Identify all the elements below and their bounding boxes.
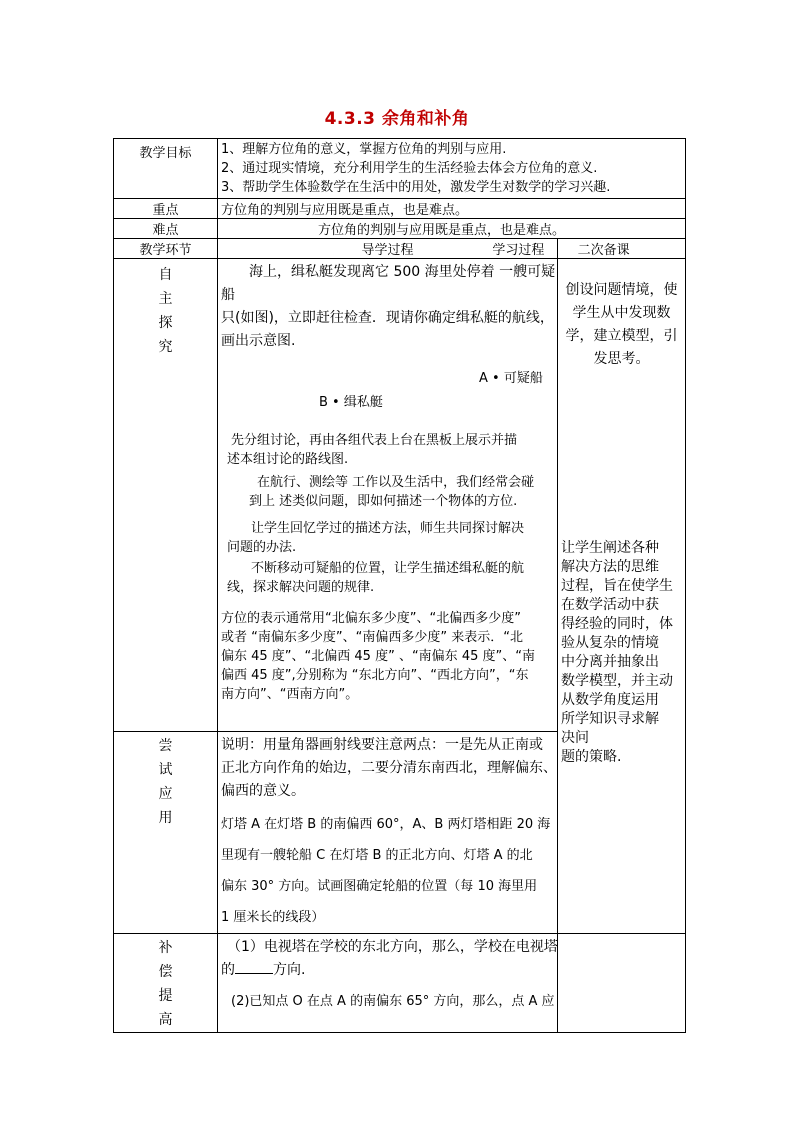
improve-char: 提 <box>158 988 173 1004</box>
apply-char: 应 <box>158 786 173 802</box>
text-line: 从数学角度运用 <box>561 692 659 708</box>
key-text: 方位角的判别与应用既是重点，也是难点。 <box>218 199 686 219</box>
text-line: 在数学活动中获 <box>561 597 659 613</box>
answer-blank[interactable] <box>235 959 273 974</box>
goal-item: 3、帮助学生体验数学在生活中的用处，激发学生对数学的学习兴趣. <box>221 180 611 195</box>
text-line: 验从复杂的情境 <box>561 635 659 651</box>
text-line: 数学模型，并主动 <box>561 673 673 689</box>
key-label: 重点 <box>114 199 218 219</box>
text-line: 述本组讨论的路线图. <box>227 452 349 467</box>
text-line: 偏西的意义。 <box>221 783 305 799</box>
header-learning: 学习过程 <box>492 243 545 258</box>
explore-para5 <box>221 559 554 597</box>
text-line: 先分组讨论，再由各组代表上台在黑板上展示并描 <box>231 433 518 448</box>
point-a-label: A • 可疑船 <box>479 371 543 386</box>
goal-item: 1、理解方位角的意义，掌握方位角的判别与应用. <box>221 142 507 157</box>
text-line: 船 <box>221 287 235 303</box>
apply-char: 试 <box>158 762 173 778</box>
goals-row <box>114 139 686 199</box>
explore-para4 <box>221 519 554 557</box>
text-line: 说明：用量角器画射线要注意两点：一是先从正南或 <box>221 737 543 753</box>
text-line: 灯塔 A 在灯塔 B 的南偏西 60°，A、B 两灯塔相距 20 海 <box>221 817 551 832</box>
explore-content <box>218 259 558 732</box>
text-line: 发思考。 <box>593 351 650 367</box>
improve-q2 <box>221 992 554 1011</box>
text-line: 让学生回忆学过的描述方法，师生共同探讨解决 <box>251 521 525 536</box>
document-title: 4.3.3 余角和补角 <box>324 109 470 129</box>
text-line: 偏西 45 度”,分别称为 “东北方向”、“西北方向”，“东 <box>221 668 529 683</box>
note2 <box>561 539 682 767</box>
lesson-plan-table <box>113 138 686 1033</box>
q1-prefix: 的 <box>221 962 235 978</box>
apply-char: 用 <box>158 810 173 826</box>
text-line: 在航行、测绘等 工作以及生活中，我们经常会碰 <box>257 475 535 490</box>
apply-char: 尝 <box>158 738 173 754</box>
header-second-prep: 二次备课 <box>577 243 630 258</box>
text-line: 决问 <box>561 730 589 746</box>
text-line: 海上，缉私艇发现离它 500 海里处停着 一艘可疑 <box>249 264 556 280</box>
text-line: 问题的办法. <box>227 540 297 555</box>
explore-row <box>114 259 686 732</box>
improve-row <box>114 934 686 1033</box>
key-row <box>114 199 686 219</box>
text-line: 所学知识寻求解 <box>561 711 659 727</box>
text-line: 得经验的同时，体 <box>561 616 673 632</box>
text-line: 到上 述类似问题，即如何描述一个物体的方位. <box>249 494 518 509</box>
text-line: 学，建立模型，引 <box>565 328 678 344</box>
apply-content <box>218 732 558 934</box>
explore-char: 自 <box>158 267 173 283</box>
point-b-label: B • 缉私艇 <box>319 395 383 410</box>
text-line: （1）电视塔在学校的东北方向，那么，学校在电视塔 <box>227 939 558 955</box>
text-line: 或者 “南偏东多少度”、“南偏西多少度” 来表示．“北 <box>221 630 523 645</box>
apply-para1 <box>221 734 557 803</box>
header-row <box>114 239 686 259</box>
explore-label <box>114 259 218 732</box>
text-line: 中分离并抽象出 <box>561 654 659 670</box>
text-line: 只(如图)，立即赶往检查．现请你确定缉私艇的航线， <box>221 310 554 326</box>
explore-para6 <box>221 609 554 704</box>
text-line: 创设问题情境，使 <box>565 282 678 298</box>
improve-char: 补 <box>158 940 173 956</box>
ship-diagram <box>221 353 554 423</box>
header-process: 导学过程 <box>218 239 558 259</box>
text-line: 偏东 30° 方向。试画图确定轮船的位置（每 10 海里用 <box>221 879 538 894</box>
explore-para1 <box>221 261 554 353</box>
improve-content <box>218 934 558 1033</box>
goals-content <box>218 139 686 199</box>
improve-notes <box>558 934 686 1033</box>
improve-label <box>114 934 218 1033</box>
second-prep-notes <box>558 259 686 934</box>
text-line: 线，探求解决问题的规律. <box>227 580 375 595</box>
explore-char: 究 <box>158 339 173 355</box>
text-line: (2)已知点 O 在点 A 的南偏东 65° 方向，那么，点 A 应 <box>231 994 555 1009</box>
difficulty-row <box>114 219 686 239</box>
text-line: 题的策略. <box>561 749 622 765</box>
text-line: 正北方向作角的始边，二要分清东南西北，理解偏东、 <box>221 760 557 776</box>
explore-para3 <box>221 473 554 511</box>
explore-char: 主 <box>158 291 173 307</box>
improve-char: 偿 <box>158 964 173 980</box>
difficulty-label: 难点 <box>114 219 218 239</box>
text-line: 1 厘米长的线段） <box>221 910 325 925</box>
improve-char: 高 <box>158 1012 173 1028</box>
text-line: 解决方法的思维 <box>561 559 659 575</box>
text-line: 过程，旨在使学生 <box>561 578 673 594</box>
explore-char: 探 <box>158 315 173 331</box>
text-line: 画出示意图. <box>221 333 296 349</box>
text-line <box>221 959 554 982</box>
header-stage: 教学环节 <box>114 239 218 259</box>
text-line: 里现有一艘轮船 C 在灯塔 B 的正北方向、灯塔 A 的北 <box>221 848 533 863</box>
q1-suffix: 方向. <box>273 962 306 978</box>
text-line: 学生从中发现数 <box>572 305 671 321</box>
improve-q1 <box>221 936 558 982</box>
text-line: 偏东 45 度”、“北偏西 45 度” 、“南偏东 45 度”、“南 <box>221 649 535 664</box>
apply-label <box>114 732 218 934</box>
difficulty-text: 方位角的判别与应用既是重点，也是难点。 <box>218 219 686 239</box>
text-line: 南方向”、“西南方向”。 <box>221 687 359 702</box>
goal-item: 2、通过现实情境，充分利用学生的生活经验去体会方位角的意义. <box>221 161 598 176</box>
goals-label: 教学目标 <box>114 139 218 199</box>
apply-para2 <box>221 809 554 933</box>
note1 <box>561 279 682 371</box>
header-review <box>492 239 686 259</box>
text-line: 方位的表示通常用“北偏东多少度”、“北偏西多少度” <box>221 611 521 626</box>
text-line: 让学生阐述各种 <box>561 540 659 556</box>
text-line: 不断移动可疑船的位置，让学生描述缉私艇的航 <box>251 561 525 576</box>
explore-para2 <box>221 431 554 469</box>
